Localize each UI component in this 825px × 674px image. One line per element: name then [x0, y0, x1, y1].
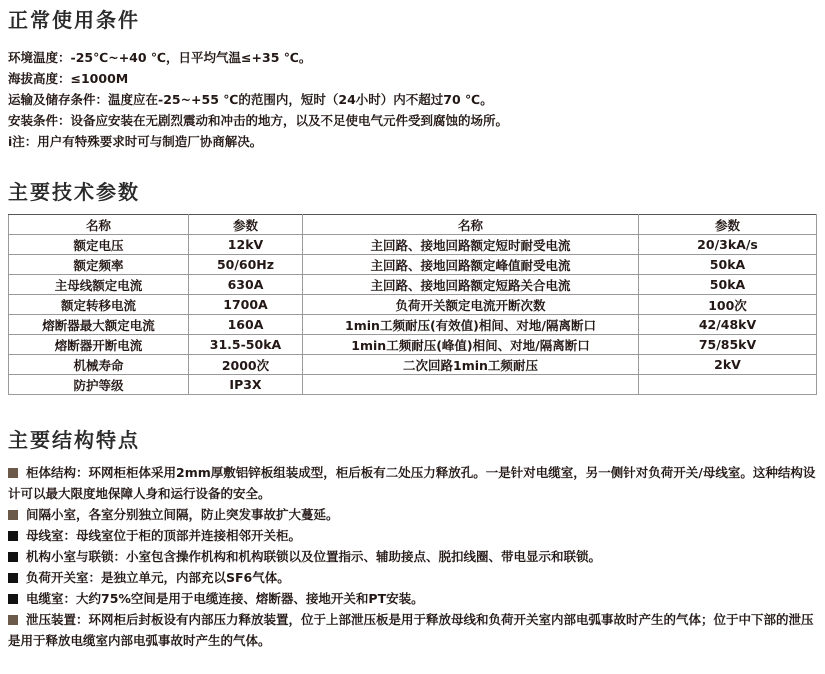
table-header-cell: 名称 — [303, 215, 639, 235]
table-cell: 额定电压 — [9, 235, 189, 255]
table-cell: 主母线额定电流 — [9, 275, 189, 295]
structure-heading: 主要结构特点 — [8, 428, 140, 452]
table-cell: 1700A — [189, 295, 303, 315]
condition-transport: 运输及储存条件：温度应在-25~+55 ℃的范围内，短时（24小时）内不超过70 ℃。 — [8, 92, 493, 107]
table-cell — [639, 375, 817, 395]
table-row — [9, 315, 817, 335]
feature-text: 柜体结构：环网柜柜体采用2mm厚敷铝锌板组装成型，柜后板有二处压力释放孔。一是针对电缆室，另一侧针对负荷开关/母线室。这种结构设计可以最大限度地保障人身和运行设备的安全。 — [8, 465, 816, 501]
table-cell: 42/48kV — [639, 315, 817, 335]
table-row — [9, 375, 817, 395]
feature-item — [8, 462, 816, 504]
feature-item — [8, 546, 816, 567]
feature-text: 电缆室：大约75%空间是用于电缆连接、熔断器、接地开关和PT安装。 — [26, 591, 424, 606]
table-cell: 50kA — [639, 255, 817, 275]
square-bullet-icon — [8, 468, 18, 478]
table-cell: 160A — [189, 315, 303, 335]
table-cell — [303, 375, 639, 395]
conditions-heading: 正常使用条件 — [8, 8, 140, 32]
table-row — [9, 275, 817, 295]
table-cell: 负荷开关额定电流开断次数 — [303, 295, 639, 315]
table-cell: 2000次 — [189, 355, 303, 375]
table-header-cell: 名称 — [9, 215, 189, 235]
table-cell: 12kV — [189, 235, 303, 255]
table-header-row — [9, 215, 817, 235]
table-cell: 31.5-50kA — [189, 335, 303, 355]
feature-item — [8, 609, 816, 651]
square-bullet-icon — [8, 594, 18, 604]
feature-text: 泄压装置：环网柜后封板设有内部压力释放装置，位于上部泄压板是用于释放母线和负荷开关室内部电弧事故时产生的气体；位于中下部的泄压是用于释放电缆室内部电弧事故时产生的气体。 — [8, 612, 814, 648]
table-cell: 20/3kA/s — [639, 235, 817, 255]
table-cell: 1min工频耐压(有效值)相间、对地/隔离断口 — [303, 315, 639, 335]
table-cell: 50kA — [639, 275, 817, 295]
conditions-list — [8, 47, 818, 152]
table-cell: IP3X — [189, 375, 303, 395]
feature-item — [8, 588, 816, 609]
table-header-cell: 参数 — [639, 215, 817, 235]
feature-text: 母线室：母线室位于柜的顶部并连接相邻开关柜。 — [26, 528, 302, 543]
table-cell: 额定转移电流 — [9, 295, 189, 315]
table-cell: 主回路、接地回路额定短路关合电流 — [303, 275, 639, 295]
square-bullet-icon — [8, 510, 18, 520]
table-cell: 630A — [189, 275, 303, 295]
table-cell: 100次 — [639, 295, 817, 315]
feature-text: 间隔小室，各室分别独立间隔，防止突发事故扩大蔓延。 — [26, 507, 339, 522]
table-row — [9, 235, 817, 255]
table-row — [9, 335, 817, 355]
table-cell: 额定频率 — [9, 255, 189, 275]
square-bullet-icon — [8, 552, 18, 562]
feature-text: 机构小室与联锁：小室包含操作机构和机构联锁以及位置指示、辅助接点、脱扣线圈、带电显示和联锁。 — [26, 549, 602, 564]
table-cell: 熔断器最大额定电流 — [9, 315, 189, 335]
table-cell: 主回路、接地回路额定短时耐受电流 — [303, 235, 639, 255]
table-cell: 机械寿命 — [9, 355, 189, 375]
condition-temperature: 环境温度：-25℃~+40 ℃，日平均气温≤+35 ℃。 — [8, 50, 312, 65]
table-header-cell: 参数 — [189, 215, 303, 235]
condition-altitude: 海拔高度：≤1000M — [8, 71, 129, 86]
table-cell: 75/85kV — [639, 335, 817, 355]
square-bullet-icon — [8, 573, 18, 583]
table-cell: 熔断器开断电流 — [9, 335, 189, 355]
table-cell: 2kV — [639, 355, 817, 375]
structure-list — [8, 462, 816, 651]
feature-item — [8, 567, 816, 588]
table-row — [9, 355, 817, 375]
feature-text: 负荷开关室：是独立单元，内部充以SF6气体。 — [26, 570, 290, 585]
feature-item — [8, 504, 816, 525]
table-row — [9, 255, 817, 275]
tech-params-heading: 主要技术参数 — [8, 180, 140, 204]
tech-params-table — [8, 214, 817, 395]
table-row — [9, 295, 817, 315]
table-cell: 二次回路1min工频耐压 — [303, 355, 639, 375]
condition-installation: 安装条件：设备应安装在无剧烈震动和冲击的地方，以及不足使电气元件受到腐蚀的场所。 — [8, 113, 509, 128]
feature-item — [8, 525, 816, 546]
condition-note: i注：用户有特殊要求时可与制造厂协商解决。 — [8, 134, 263, 149]
table-cell: 50/60Hz — [189, 255, 303, 275]
square-bullet-icon — [8, 615, 18, 625]
table-cell: 主回路、接地回路额定峰值耐受电流 — [303, 255, 639, 275]
table-cell: 防护等级 — [9, 375, 189, 395]
square-bullet-icon — [8, 531, 18, 541]
table-cell: 1min工频耐压(峰值)相间、对地/隔离断口 — [303, 335, 639, 355]
